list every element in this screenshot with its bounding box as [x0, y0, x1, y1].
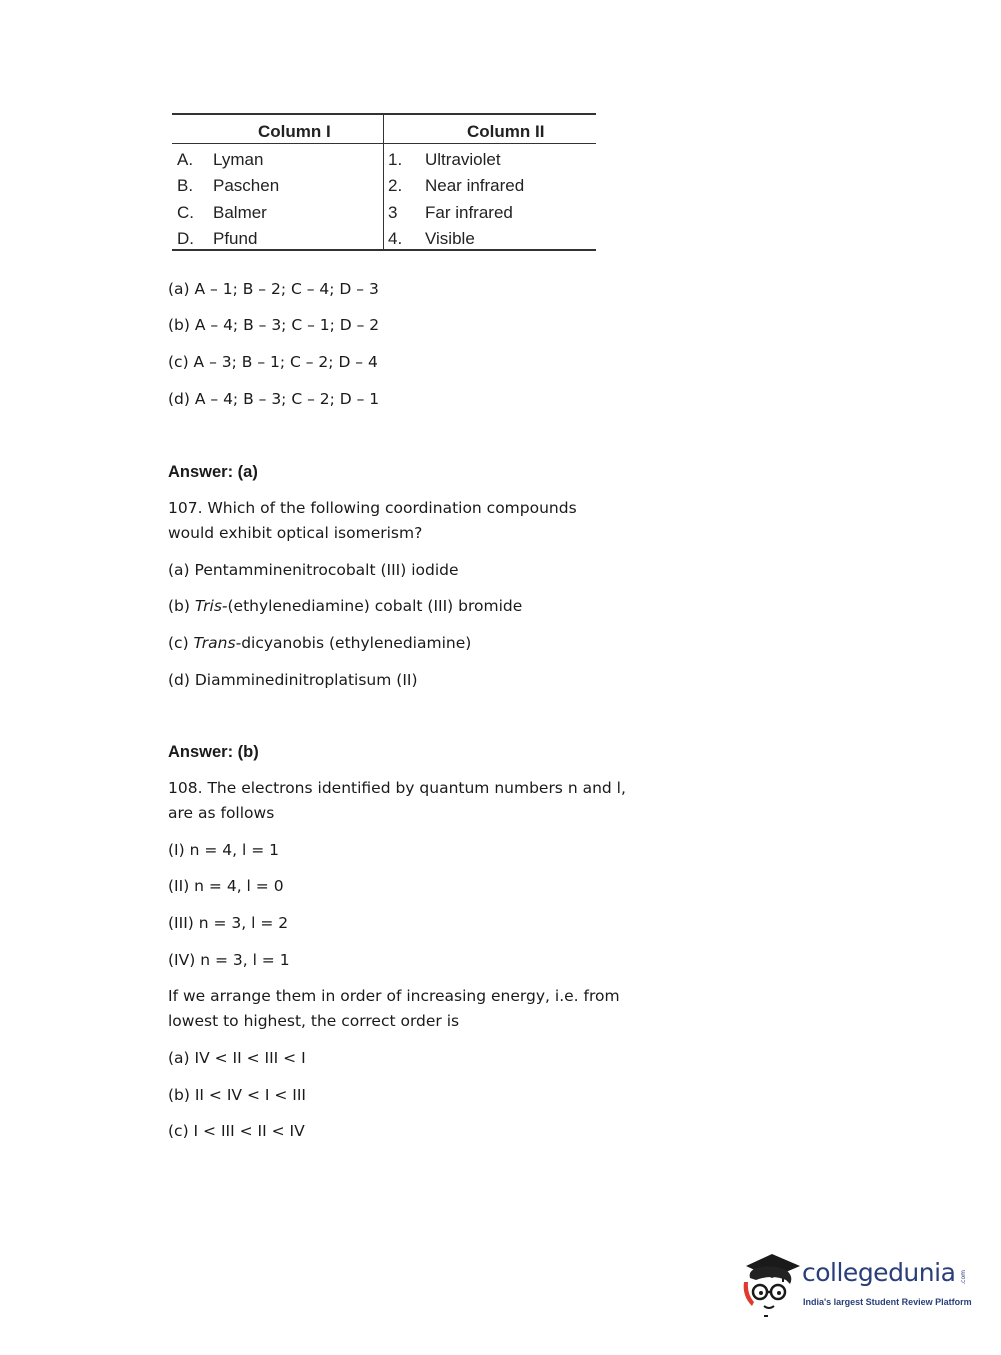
paragraph-line-2: lowest to highest, the correct order is — [168, 1012, 460, 1030]
column-2-header: Column II — [467, 122, 545, 141]
option-prefix: (b) — [168, 597, 195, 615]
option-d: (d) Diamminedinitroplatisum (II) — [168, 671, 418, 689]
column-1-header: Column I — [258, 122, 331, 141]
option-text: dicyanobis (ethylenediamine) — [241, 634, 472, 652]
option-b — [168, 594, 522, 619]
paragraph-line-1: If we arrange them in order of increasing energy, i.e. from — [168, 987, 620, 1005]
series-name: Balmer — [213, 203, 267, 222]
option-a: (a) Pentamminenitrocobalt (III) iodide — [168, 561, 459, 579]
question-107-line-2: would exhibit optical isomerism? — [168, 524, 423, 542]
option-a: (a) IV < II < III < I — [168, 1049, 306, 1067]
row-letter: C. — [177, 203, 194, 222]
row-letter: D. — [177, 229, 194, 248]
option-text: (ethylenediamine) cobalt (III) bromide — [227, 597, 523, 615]
region-name: Visible — [425, 229, 475, 248]
question-108-line-2: are as follows — [168, 804, 275, 822]
collegedunia-logo — [742, 1248, 972, 1320]
logo-domain: .com — [960, 1270, 967, 1285]
table-row — [172, 229, 596, 255]
student-mascot-icon — [742, 1248, 802, 1320]
row-letter: B. — [177, 176, 194, 195]
series-name: Paschen — [213, 176, 280, 195]
match-table — [172, 113, 596, 251]
region-name: Near infrared — [425, 176, 525, 195]
quantum-item: (III) n = 3, l = 2 — [168, 914, 289, 932]
table-row — [172, 176, 596, 202]
answer-label: Answer: (b) — [168, 743, 259, 761]
series-name: Lyman — [213, 150, 264, 169]
option-a: (a) A – 1; B – 2; C – 4; D – 3 — [168, 280, 379, 298]
row-number: 4. — [388, 229, 403, 248]
option-b: (b) A – 4; B – 3; C – 1; D – 2 — [168, 316, 380, 334]
option-b: (b) II < IV < I < III — [168, 1086, 306, 1104]
table-rule-top — [172, 113, 596, 115]
italic-prefix: Tris- — [194, 597, 228, 615]
table-row — [172, 203, 596, 229]
question-108-line-1: 108. The electrons identified by quantum numbers n and l, — [168, 779, 626, 797]
italic-prefix: Trans- — [193, 634, 242, 652]
region-name: Far infrared — [425, 203, 513, 222]
quantum-item: (I) n = 4, l = 1 — [168, 841, 279, 859]
quantum-item: (II) n = 4, l = 0 — [168, 877, 284, 895]
logo-tagline: India's largest Student Review Platform — [803, 1297, 972, 1307]
question-107-line-1: 107. Which of the following coordination compounds — [168, 499, 577, 517]
logo-wordmark: collegedunia — [802, 1258, 956, 1287]
row-number: 1. — [388, 150, 403, 169]
series-name: Pfund — [213, 229, 258, 248]
table-row — [172, 150, 596, 176]
row-number: 3 — [388, 203, 398, 222]
region-name: Ultraviolet — [425, 150, 501, 169]
answer-label: Answer: (a) — [168, 463, 258, 481]
option-d: (d) A – 4; B – 3; C – 2; D – 1 — [168, 390, 380, 408]
option-c — [168, 631, 471, 656]
option-c: (c) I < III < II < IV — [168, 1122, 305, 1140]
row-number: 2. — [388, 176, 403, 195]
table-rule-header — [172, 143, 596, 144]
quantum-item: (IV) n = 3, l = 1 — [168, 951, 290, 969]
row-letter: A. — [177, 150, 194, 169]
option-c: (c) A – 3; B – 1; C – 2; D – 4 — [168, 353, 378, 371]
option-prefix: (c) — [168, 634, 194, 652]
